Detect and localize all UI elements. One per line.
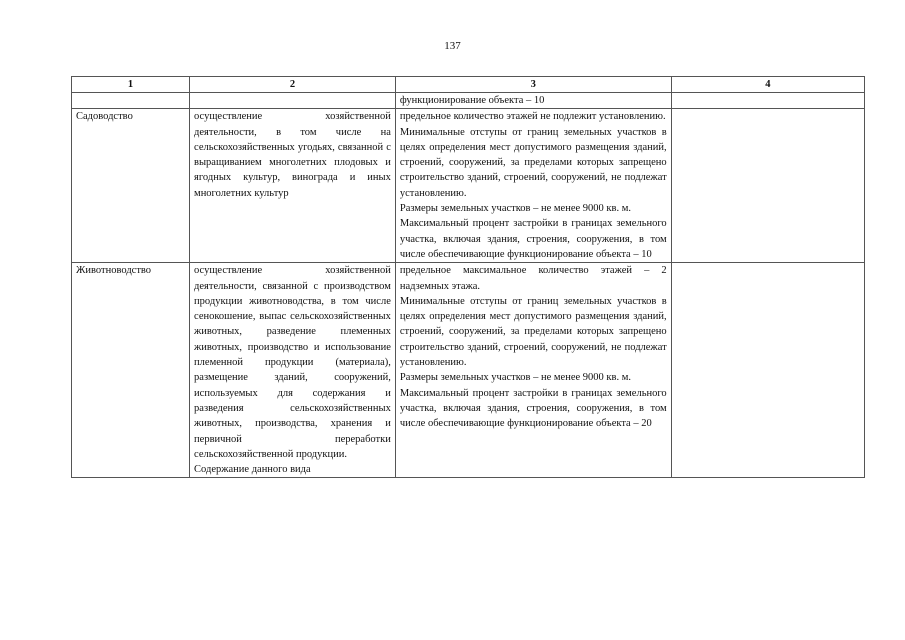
table-row <box>72 263 865 478</box>
parameter-text: Минимальные отступы от границ земельных участков в целях определения мест допустимого размещения зданий, строений, сооружений, за пределами которых запрещено строительство зданий, строений, сооружений, не подлежат установлению. <box>399 126 667 199</box>
column-header-2: 2 <box>190 77 396 93</box>
use-description-continued: Содержание данного вида <box>194 464 311 476</box>
parameters-cell <box>395 93 671 109</box>
regulations-table <box>71 76 865 478</box>
parameter-text: предельное максимальное количество этажей – 2 надземных этажа. <box>399 265 667 292</box>
table-header-row <box>72 77 865 93</box>
parameter-text: Максимальный процент застройки в границах земельного участка, включая здания, строения, сооружения, в том числе обеспечивающие функционирование объекта – 10 <box>399 218 667 260</box>
parameters-cell <box>395 263 671 478</box>
column-header-3: 3 <box>395 77 671 93</box>
use-name-cell: Животноводство <box>72 263 190 478</box>
use-description-cell <box>190 263 396 478</box>
parameters-cell <box>395 109 671 263</box>
note-cell <box>671 109 864 263</box>
note-cell <box>671 93 864 109</box>
parameter-text: Минимальные отступы от границ земельных участков в целях определения мест допустимого размещения зданий, строений, сооружений, за пределами которых запрещено строительство зданий, строений, сооружений, не подлежат установлению. <box>399 295 667 369</box>
use-name-cell <box>72 93 190 109</box>
table-row <box>72 93 865 109</box>
use-description-cell: осуществление хозяйственной деятельности, в том числе на сельскохозяйственных угодьях, связанной с выращиванием многолетних плодовых и ягодных культур, винограда и иных многолетних культур <box>190 109 396 263</box>
table-row <box>72 109 865 263</box>
page-number: 137 <box>444 40 461 52</box>
parameter-text: функционирование объекта – 10 <box>399 95 545 106</box>
parameter-text: предельное количество этажей не подлежит установлению. <box>399 111 666 123</box>
parameter-text: Размеры земельных участков – не менее 9000 кв. м. <box>399 372 631 384</box>
note-cell <box>671 263 864 478</box>
parameter-text: Максимальный процент застройки в границах земельного участка, включая здания, строения, сооружения, в том числе обеспечивающие функционирование объекта – 20 <box>399 387 667 430</box>
parameter-text: Размеры земельных участков – не менее 9000 кв. м. <box>399 203 631 215</box>
use-description-text: осуществление хозяйственной деятельности, связанной с производством продукции животноводства, в том числе сенокошение, выпас сельскохозяйственных животных, разведение племенных животных, производство и использование племенной продукции (материала), размещение зданий, сооружений, используемых для содержания и разведения сельскохозяйственных животных, производства, хранения и первичной переработки сельскохозяйственной продукции. <box>194 265 391 460</box>
column-header-1: 1 <box>72 77 190 93</box>
use-description-cell <box>190 93 396 109</box>
use-name-cell: Садоводство <box>72 109 190 263</box>
column-header-4: 4 <box>671 77 864 93</box>
